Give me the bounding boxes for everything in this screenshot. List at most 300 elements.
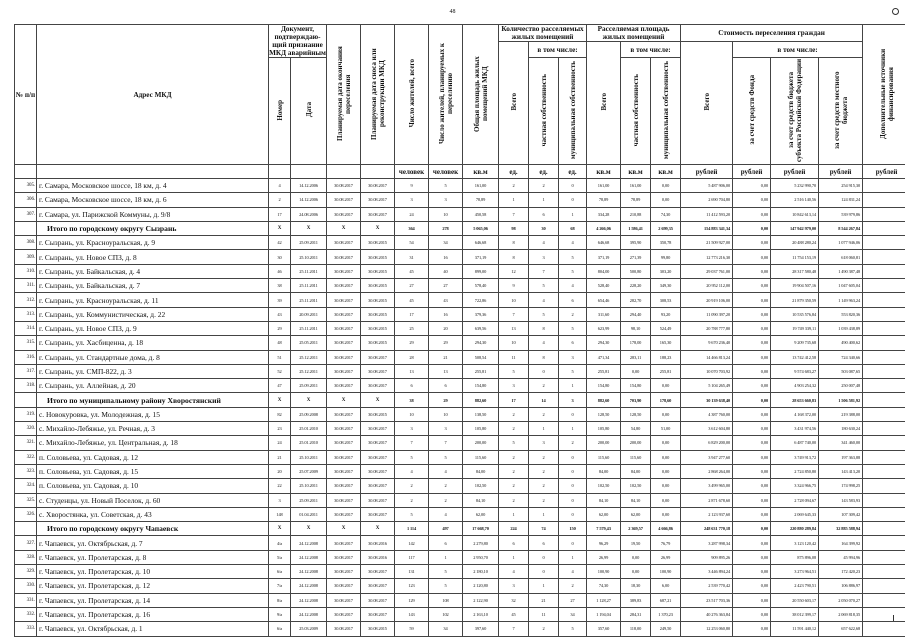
data-cell: 17 668,70	[463, 522, 499, 536]
data-cell	[863, 493, 905, 507]
data-cell: 0,00	[651, 379, 681, 393]
data-cell: 29	[395, 336, 429, 350]
data-cell: 0,00	[733, 307, 771, 321]
data-cell: 703,90	[621, 393, 651, 407]
data-cell: 14.12.2006	[291, 193, 327, 207]
data-cell: 6	[429, 379, 463, 393]
data-cell: 7	[499, 622, 529, 636]
address-cell: г. Чапаевск, ул. Пролетарская, д. 16	[37, 607, 269, 621]
data-cell	[863, 350, 905, 364]
units-row	[15, 165, 905, 179]
row-number: 313.	[15, 307, 37, 321]
data-cell: 84,00	[463, 464, 499, 478]
data-cell: 0,00	[733, 364, 771, 378]
data-cell: 200,00	[463, 436, 499, 450]
data-cell	[863, 622, 905, 636]
data-cell: 10	[499, 336, 529, 350]
data-cell: 10	[499, 293, 529, 307]
row-number: 327.	[15, 536, 37, 550]
table-row	[15, 536, 905, 550]
table-row	[15, 450, 905, 464]
header-cost-fund: за счет средств Фонда	[733, 58, 771, 165]
data-cell: 25.10.2011	[291, 250, 327, 264]
table-row	[15, 279, 905, 293]
data-cell: 899,00	[463, 264, 499, 278]
data-cell: 20 919 106,00	[681, 293, 733, 307]
address-cell: г. Сызрань, ул. Стандартные дома, д. 8	[37, 350, 269, 364]
data-cell: 0	[559, 193, 587, 207]
data-cell: X	[269, 221, 291, 235]
data-cell: 0,00	[651, 507, 681, 521]
data-cell: 875 896,08	[771, 550, 819, 564]
data-cell: 5	[559, 622, 587, 636]
data-cell: 11 412 593,20	[681, 207, 733, 221]
data-cell: 379,36	[463, 307, 499, 321]
data-cell: 30.08.2017	[361, 579, 395, 593]
data-cell: 0	[559, 179, 587, 193]
data-cell: 5	[395, 450, 429, 464]
data-cell	[863, 407, 905, 421]
data-cell: 0,00	[651, 193, 681, 207]
data-cell: 2 728 094,67	[771, 493, 819, 507]
table-row	[15, 236, 905, 250]
data-cell: 10	[429, 207, 463, 221]
data-cell: 30.08.2017	[361, 422, 395, 436]
data-cell: 0,00	[733, 450, 771, 464]
data-cell: 178,60	[651, 393, 681, 407]
data-cell: 6	[559, 336, 587, 350]
data-cell: 2 423 790,51	[771, 579, 819, 593]
row-number: 325.	[15, 493, 37, 507]
data-cell: 76,79	[651, 536, 681, 550]
table-row	[15, 622, 905, 636]
data-cell: 2 516 140,56	[771, 193, 819, 207]
data-cell: 25.01.2010	[291, 422, 327, 436]
address-cell: г. Самара, Московское шоссе, 18 км, д. 4	[37, 179, 269, 193]
data-cell: 165,30	[651, 336, 681, 350]
data-cell: 28	[395, 350, 429, 364]
data-cell: 30.08.2017	[327, 607, 361, 621]
data-cell: 0,00	[733, 536, 771, 550]
data-cell: 30.08.2017	[327, 450, 361, 464]
data-cell: 2	[269, 193, 291, 207]
row-number	[15, 393, 37, 407]
data-cell: 82	[269, 407, 291, 421]
data-cell: 45	[499, 607, 529, 621]
data-cell: 249,50	[651, 622, 681, 636]
data-cell: 646,68	[463, 236, 499, 250]
data-cell: 12	[499, 264, 529, 278]
data-cell: 28 317 580,48	[771, 264, 819, 278]
page-number: 48	[449, 9, 456, 15]
data-cell: 154,80	[463, 379, 499, 393]
data-cell: 250 007,48	[819, 379, 863, 393]
data-cell: 21 879 350,59	[771, 293, 819, 307]
data-cell: 255,81	[587, 364, 621, 378]
data-cell: 4	[529, 293, 559, 307]
address-cell: п. Соловьева, ул. Садовая, д. 12	[37, 450, 269, 464]
data-cell: 143 413,20	[819, 464, 863, 478]
data-cell: 0,00	[733, 579, 771, 593]
data-cell: 17	[269, 207, 291, 221]
row-number: 319.	[15, 407, 37, 421]
data-cell: 25.11.2011	[291, 321, 327, 335]
address-cell: с. Хворостянка, ул. Советская, д. 43	[37, 507, 269, 521]
data-cell: 1	[499, 550, 529, 564]
data-cell: 30 139 638,40	[681, 393, 733, 407]
unit-cell: рублей	[819, 165, 863, 179]
data-cell: 0,00	[733, 236, 771, 250]
data-cell: 31	[395, 250, 429, 264]
data-cell: 308,53	[651, 293, 681, 307]
data-cell: 646,68	[587, 236, 621, 250]
data-cell: 1 039 438,89	[819, 321, 863, 335]
data-cell: 42	[269, 236, 291, 250]
data-cell: 30.08.2017	[327, 536, 361, 550]
data-cell: 54,80	[621, 422, 651, 436]
data-cell: 11 591 440,12	[771, 622, 819, 636]
data-cell: 5 104 265,49	[681, 379, 733, 393]
row-number: 322.	[15, 450, 37, 464]
data-cell	[863, 279, 905, 293]
row-number: 317.	[15, 364, 37, 378]
data-cell	[863, 436, 905, 450]
data-cell: 25.07.2009	[291, 464, 327, 478]
address-cell: г. Чапаевск, ул. Пролетарская, д. 10	[37, 565, 269, 579]
data-cell: 282,70	[621, 293, 651, 307]
data-cell: 13	[429, 364, 463, 378]
data-cell: 29	[269, 321, 291, 335]
data-cell: 10	[395, 407, 429, 421]
data-cell: 34	[559, 607, 587, 621]
data-cell: 9 209 735,68	[771, 336, 819, 350]
data-cell: 7	[429, 436, 463, 450]
data-cell: 8 544 267,84	[819, 221, 863, 235]
data-cell: 0	[529, 550, 559, 564]
data-cell: 0,00	[621, 565, 651, 579]
data-cell: 30.08.2015	[361, 250, 395, 264]
data-cell	[863, 507, 905, 521]
header-area-incl: в том числе:	[621, 42, 681, 58]
data-cell: 100,90	[587, 565, 621, 579]
data-cell: 2 539 770,42	[681, 579, 733, 593]
table-row	[15, 422, 905, 436]
header-cost-group: Стоимость переселения граждан	[681, 25, 863, 42]
data-cell: 2	[529, 179, 559, 193]
data-cell: 3 612 604,80	[681, 422, 733, 436]
data-cell: 3 499 965,00	[681, 479, 733, 493]
data-cell	[863, 236, 905, 250]
data-cell: 2	[429, 479, 463, 493]
data-cell: 138,50	[463, 407, 499, 421]
data-cell: 618 060,81	[819, 250, 863, 264]
data-cell: 3	[499, 379, 529, 393]
data-cell: 311,60	[587, 307, 621, 321]
data-cell: 804,00	[587, 264, 621, 278]
unit-cell: рублей	[681, 165, 733, 179]
data-cell: 0,00	[733, 321, 771, 335]
row-number: 315.	[15, 336, 37, 350]
unit-cell: рублей	[771, 165, 819, 179]
data-cell: 2 699,35	[651, 221, 681, 235]
data-cell: 8	[529, 321, 559, 335]
data-cell: 197 363,88	[819, 450, 863, 464]
row-number: 311.	[15, 279, 37, 293]
data-cell: 30	[529, 221, 559, 235]
data-cell: 2 120,80	[463, 579, 499, 593]
data-cell: 11 754 153,19	[771, 250, 819, 264]
data-cell: 283,11	[621, 350, 651, 364]
address-cell: г. Сызрань, ул. СМП-822, д. 3	[37, 364, 269, 378]
data-cell: 0,00	[733, 479, 771, 493]
data-cell: 0,00	[651, 493, 681, 507]
data-cell: 2	[529, 493, 559, 507]
data-cell	[863, 193, 905, 207]
data-cell: 147 942 979,00	[771, 221, 819, 235]
data-cell: 490 400,62	[819, 336, 863, 350]
data-cell: 178,00	[621, 336, 651, 350]
row-number: 333.	[15, 622, 37, 636]
data-cell: 5	[499, 364, 529, 378]
data-cell: 210,88	[621, 207, 651, 221]
data-cell: 1 114	[395, 522, 429, 536]
data-cell: 2 871 678,60	[681, 493, 733, 507]
data-cell: 51,00	[651, 422, 681, 436]
data-cell: 0	[529, 364, 559, 378]
data-cell: 2 868 264,00	[681, 464, 733, 478]
data-cell: 4	[429, 507, 463, 521]
data-cell: 7	[499, 207, 529, 221]
data-cell: 255,81	[651, 364, 681, 378]
data-cell: 24.12.2008	[291, 536, 327, 550]
data-cell: 102,50	[587, 479, 621, 493]
address-cell: г. Чапаевск, ул. Пролетарская, д. 14	[37, 593, 269, 607]
data-cell: 10 535 576,84	[771, 307, 819, 321]
data-cell: 2	[429, 493, 463, 507]
data-cell: 30.08.2017	[361, 450, 395, 464]
data-cell: 2	[529, 450, 559, 464]
data-cell: 4	[559, 565, 587, 579]
data-cell: 62,00	[463, 507, 499, 521]
data-cell: 23 517 703,36	[681, 593, 733, 607]
data-cell: 27	[429, 279, 463, 293]
address-cell: г. Чапаевск, ул. Октябрьская, д. 7	[37, 536, 269, 550]
data-cell: 471,34	[587, 350, 621, 364]
data-cell: 1 490 387,48	[819, 264, 863, 278]
data-cell: 25.12.2011	[291, 364, 327, 378]
data-cell: 0	[559, 450, 587, 464]
table-row	[15, 507, 905, 521]
data-cell: 255,81	[463, 364, 499, 378]
data-cell: 278	[429, 221, 463, 235]
data-cell: 43	[429, 293, 463, 307]
data-cell: 30.08.2017	[327, 336, 361, 350]
data-cell: 52	[269, 364, 291, 378]
data-cell: 74	[529, 522, 559, 536]
data-cell: 174 998,25	[819, 479, 863, 493]
data-cell: 105,80	[463, 422, 499, 436]
data-cell: 30.08.2017	[361, 436, 395, 450]
data-cell: 18,30	[621, 579, 651, 593]
data-cell: 20 952 112,00	[681, 279, 733, 293]
data-cell: 0,00	[651, 179, 681, 193]
data-cell: 25.10.2011	[291, 450, 327, 464]
data-cell: 0,00	[733, 507, 771, 521]
data-cell: 78,89	[587, 193, 621, 207]
data-cell: 3 446 894,24	[681, 565, 733, 579]
data-cell	[863, 179, 905, 193]
data-cell: 30.08.2017	[327, 293, 361, 307]
data-cell: 4/а	[269, 536, 291, 550]
data-cell: 124 831,24	[819, 193, 863, 207]
data-cell: 294,30	[587, 336, 621, 350]
data-cell: 30.08.2015	[361, 307, 395, 321]
data-cell: 40 276 363,84	[681, 607, 733, 621]
data-cell: 2	[499, 479, 529, 493]
data-cell: 74,30	[651, 207, 681, 221]
data-cell: 30.08.2016	[361, 550, 395, 564]
data-cell: 8	[529, 350, 559, 364]
data-cell: 0	[559, 536, 587, 550]
data-cell: 27	[395, 279, 429, 293]
data-cell	[863, 207, 905, 221]
data-cell: 2 180,10	[463, 565, 499, 579]
address-cell: г. Чапаевск, ул. Пролетарская, д. 12	[37, 579, 269, 593]
data-cell: 3	[529, 436, 559, 450]
data-cell: 51	[269, 350, 291, 364]
data-cell: 142	[395, 536, 429, 550]
data-cell: 220 880 289,84	[771, 522, 819, 536]
data-cell: 43	[269, 307, 291, 321]
header-cost-local: за счет средств местного бюджета	[819, 58, 863, 165]
data-cell: 2	[395, 493, 429, 507]
data-cell: 17	[395, 307, 429, 321]
unit-cell: кв.м	[651, 165, 681, 179]
address-cell: г. Сызрань, ул. Красноуральская, д. 9	[37, 236, 269, 250]
data-cell: 503 087,65	[819, 364, 863, 378]
data-cell: 7/а	[269, 579, 291, 593]
data-cell: 20 550 603,17	[771, 593, 819, 607]
address-cell: г. Сызрань, ул. Красноуральская, д. 11	[37, 293, 269, 307]
data-cell: 200,00	[621, 436, 651, 450]
address-cell: г. Сызрань, ул. Хасбиценна, д. 18	[37, 336, 269, 350]
data-cell: 30.08.2017	[327, 436, 361, 450]
data-cell: 45 994,96	[819, 550, 863, 564]
data-cell: 3	[529, 250, 559, 264]
data-cell: 68	[559, 221, 587, 235]
data-cell: 84,00	[621, 464, 651, 478]
data-cell: 54	[395, 236, 429, 250]
data-cell: 4 387 760,00	[681, 407, 733, 421]
data-cell: 11	[499, 350, 529, 364]
data-cell: 3	[395, 422, 429, 436]
table-row	[15, 579, 905, 593]
data-cell: 10 842 613,14	[771, 207, 819, 221]
data-cell: 0,00	[733, 407, 771, 421]
data-cell: 2	[499, 493, 529, 507]
data-cell: 143	[395, 607, 429, 621]
data-cell: 30.08.2017	[361, 479, 395, 493]
data-cell: 30.08.2017	[327, 565, 361, 579]
row-number: 331.	[15, 593, 37, 607]
data-cell: 357,60	[587, 622, 621, 636]
data-cell: 294,40	[621, 307, 651, 321]
data-cell: 0	[559, 479, 587, 493]
data-cell: 9	[395, 179, 429, 193]
data-cell: 30.08.2017	[327, 207, 361, 221]
data-cell: 578,40	[463, 279, 499, 293]
data-cell: X	[327, 393, 361, 407]
data-cell: 3	[429, 193, 463, 207]
data-cell: 78,89	[621, 193, 651, 207]
data-cell: 2 279,80	[463, 536, 499, 550]
address-cell: г. Чапаевск, ул. Октябрьская, д. 1	[37, 622, 269, 636]
header-count-private: частная собственность	[529, 58, 559, 165]
header-area-total: Общая площадь жилых помещений МКД	[463, 25, 499, 165]
data-cell: 11	[529, 607, 559, 621]
unit-cell: рублей	[733, 165, 771, 179]
data-cell: 150	[559, 522, 587, 536]
data-cell: 2	[395, 479, 429, 493]
unit-cell: ед.	[499, 165, 529, 179]
header-address: Адрес МКД	[37, 25, 269, 165]
data-cell: 4	[559, 279, 587, 293]
data-cell: 30.08.2017	[327, 321, 361, 335]
data-cell: 161,00	[587, 179, 621, 193]
data-cell: 30.08.2015	[361, 279, 395, 293]
data-cell: 25.11.2011	[291, 293, 327, 307]
data-cell: 16	[429, 250, 463, 264]
data-cell: 2	[529, 479, 559, 493]
row-number: 316.	[15, 350, 37, 364]
data-cell: 224	[499, 522, 529, 536]
data-cell: 219 388,00	[819, 407, 863, 421]
data-cell: 6 829 200,00	[681, 436, 733, 450]
data-cell: 6/а	[269, 565, 291, 579]
data-cell: X	[361, 522, 395, 536]
data-cell: 0,00	[733, 179, 771, 193]
data-cell: 29	[429, 393, 463, 407]
header-count-group: Количество расселяемых жилых помещений	[499, 25, 587, 42]
data-cell: 524,49	[651, 321, 681, 335]
data-cell: 2	[499, 179, 529, 193]
data-cell: 9 574 683,27	[771, 364, 819, 378]
data-cell: 350,78	[651, 236, 681, 250]
data-cell: 349,30	[651, 279, 681, 293]
data-cell: 2 690 704,80	[681, 193, 733, 207]
data-cell: 0	[559, 507, 587, 521]
header-document: Документ, подтверждаю-щий признание МКД аварийным	[269, 25, 326, 57]
data-cell: 84,10	[463, 493, 499, 507]
data-cell: 1	[499, 193, 529, 207]
row-number: 329.	[15, 565, 37, 579]
row-number: 305.	[15, 179, 37, 193]
data-cell: 12 253 060,80	[681, 622, 733, 636]
address-cell: п. Соловьева, ул. Садовая, д. 10	[37, 479, 269, 493]
header-cost-regional: за счет средств бюджета субъекта Российской Федерации	[771, 58, 819, 165]
data-cell: 2 950,70	[463, 550, 499, 564]
data-cell: 7	[395, 436, 429, 450]
data-cell: 7 579,43	[587, 522, 621, 536]
data-cell: 164 399,92	[819, 536, 863, 550]
data-cell: 248 631 770,18	[681, 522, 733, 536]
data-cell: 4	[269, 179, 291, 193]
data-cell: 0,00	[733, 379, 771, 393]
data-cell: 30.08.2017	[327, 507, 361, 521]
data-cell: 30.08.2017	[361, 593, 395, 607]
row-number: 323.	[15, 464, 37, 478]
data-cell	[863, 565, 905, 579]
